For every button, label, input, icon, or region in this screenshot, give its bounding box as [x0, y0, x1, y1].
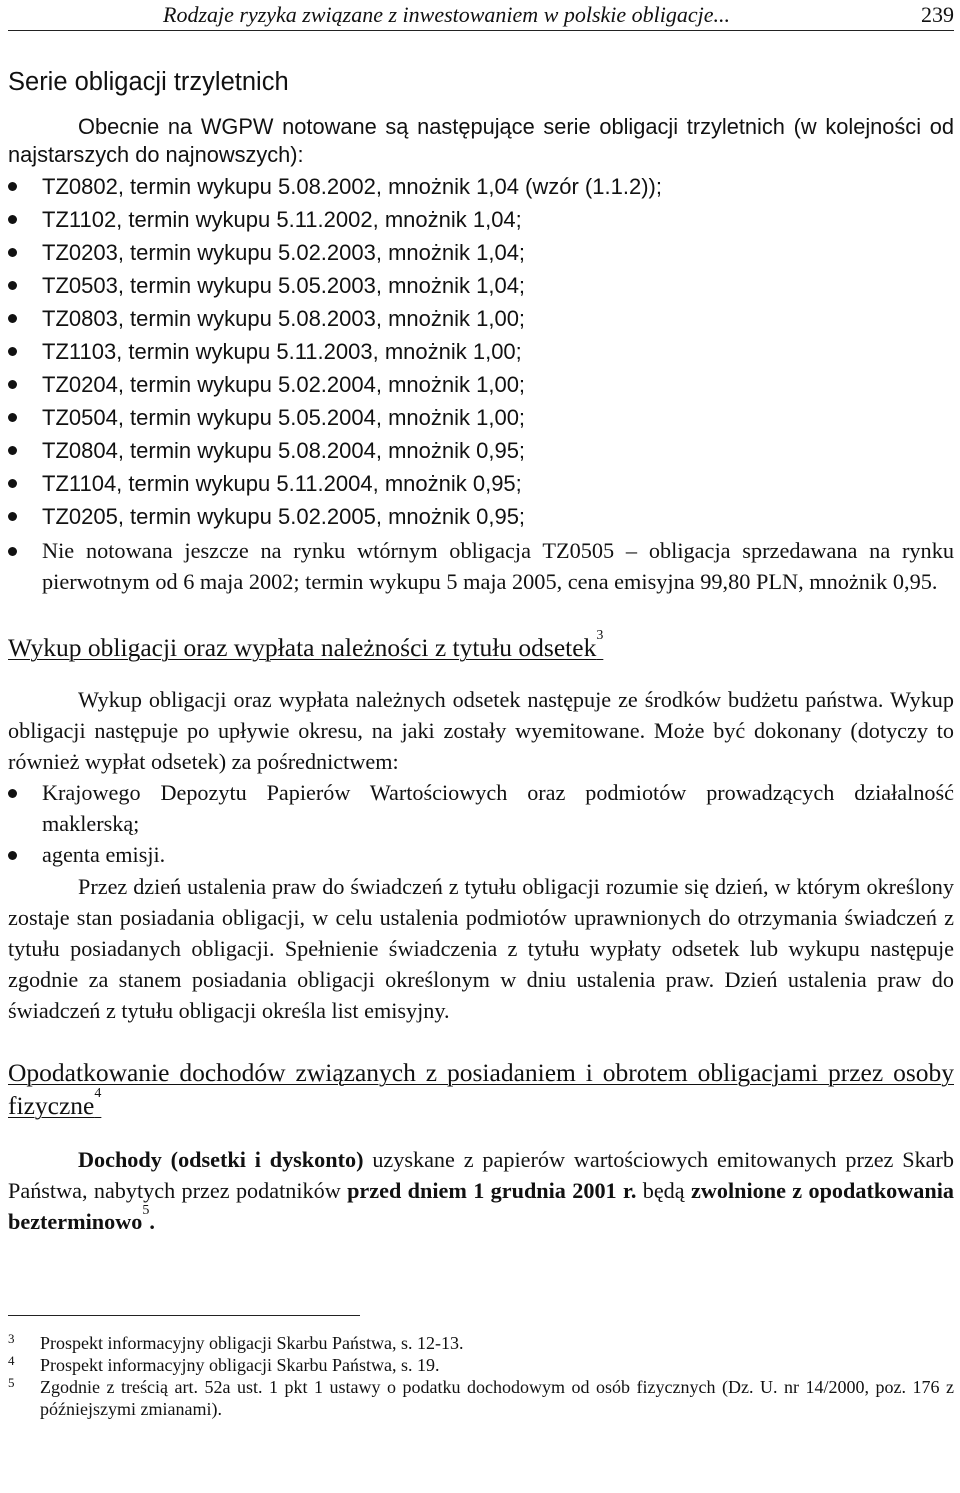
three-year-bonds-intro: Obecnie na WGPW notowane są następujące serie obligacji trzyletnich (w kolejności od najstarszych do najnowszych): — [8, 114, 954, 167]
list-item: TZ0804, termin wykupu 5.08.2004, mnożnik 0,95; — [8, 434, 954, 467]
list-item: TZ0203, termin wykupu 5.02.2003, mnożnik 1,04; — [8, 236, 954, 269]
footnote-ref-5: 5 — [142, 1203, 150, 1218]
list-item: agenta emisji. — [8, 839, 954, 870]
list-item: TZ0205, termin wykupu 5.02.2005, mnożnik 0,95; — [8, 500, 954, 533]
footnote-3 — [8, 1332, 954, 1354]
list-item-tz0505: Nie notowana jeszcze na rynku wtórnym obligacja TZ0505 – obligacja sprzedawana na rynku pierwotnym od 6 maja 2002; termin wykupu 5 maja 2005, cena emisyjna 99,80 PLN, mnożnik 0,95. — [8, 535, 954, 597]
section-title-taxation — [8, 1056, 954, 1122]
footnote-text: Zgodnie z treścią art. 52a ust. 1 pkt 1 ustawy o podatku dochodowym od osób fizycznych (Dz. U. nr 14/2000, poz. 176 z późniejszymi zmianami). — [40, 1377, 954, 1419]
list-item: TZ0503, termin wykupu 5.05.2003, mnożnik 1,04; — [8, 269, 954, 302]
list-item: TZ0504, termin wykupu 5.05.2004, mnożnik 1,00; — [8, 401, 954, 434]
section-title-taxation-text: Opodatkowanie dochodów związanych z posiadaniem i obrotem obligacjami przez osoby fizyczne — [8, 1058, 954, 1120]
footnote-ref-3: 3 — [596, 628, 604, 643]
bond-series-list — [8, 170, 954, 597]
footnote-separator — [8, 1315, 360, 1316]
page-number: 239 — [921, 2, 954, 27]
footnote-text: Prospekt informacyjny obligacji Skarbu Państwa, s. 19. — [40, 1355, 440, 1375]
taxation-paragraph — [8, 1144, 954, 1237]
running-header — [8, 0, 954, 31]
taxation-bold-date: przed dniem 1 grudnia 2001 r. — [347, 1178, 637, 1203]
redemption-paragraph: Wykup obligacji oraz wypłata należnych odsetek następuje ze środków budżetu państwa. Wykup obligacji następuje po upływie okresu, na jaki zostały wyemitowane. Może być dokonany (dotyczy to również wypłat odsetek) za pośrednictwem: — [8, 687, 954, 774]
section-title-three-year-bonds: Serie obligacji trzyletnich — [8, 68, 289, 96]
section-title-redemption-text: Wykup obligacji oraz wypłata należności z tytułu odsetek — [8, 633, 597, 662]
list-item: TZ1104, termin wykupu 5.11.2004, mnożnik 0,95; — [8, 467, 954, 500]
taxation-bold-income: Dochody (odsetki i dyskonto) — [78, 1147, 364, 1172]
footnote-number: 5 — [8, 1375, 15, 1390]
rights-date-paragraph: Przez dzień ustalenia praw do świadczeń z tytułu obligacji rozumie się dzień, w którym określony zostaje stan posiadania obligacji, w celu ustalenia podmiotów uprawnionych do otrzymania świadczeń z tytułu posiadanych obligacji. Spełnienie świadczenia z tytułu wypłaty odsetek lub wykupu następuje zgodnie za stanem posiadania obligacji określonym w dniu ustalenia praw. Dzień ustalenia praw do świadczeń z tytułu obligacji określa list emisyjny. — [8, 874, 954, 1023]
footnote-ref-4: 4 — [94, 1086, 102, 1101]
footnote-text: Prospekt informacyjny obligacji Skarbu Państwa, s. 12-13. — [40, 1333, 464, 1353]
footnote-number: 4 — [8, 1353, 15, 1368]
taxation-bold-exempt: zwolnione z opodatkowania bezterminowo — [8, 1178, 954, 1234]
footnote-5 — [8, 1376, 954, 1420]
footnote-number: 3 — [8, 1331, 15, 1346]
footnote-4 — [8, 1354, 954, 1376]
taxation-text-2: będą — [636, 1178, 691, 1203]
taxation-end: . — [149, 1209, 155, 1234]
taxation-text-1: uzyskane z papierów wartościowych emitowanych przez Skarb Państwa, nabytych przez podatników — [8, 1147, 955, 1203]
list-item: Krajowego Depozytu Papierów Wartościowych oraz podmiotów prowadzących działalność maklerską; — [8, 777, 954, 839]
section-title-redemption — [8, 628, 954, 664]
footnotes — [8, 1332, 954, 1420]
running-header-title: Rodzaje ryzyka związane z inwestowaniem w polskie obligacje... — [163, 2, 731, 27]
list-item: TZ1103, termin wykupu 5.11.2003, mnożnik 1,00; — [8, 335, 954, 368]
list-item: TZ0803, termin wykupu 5.08.2003, mnożnik 1,00; — [8, 302, 954, 335]
agents-list — [8, 777, 954, 870]
document-page — [8, 0, 954, 1420]
list-item: TZ1102, termin wykupu 5.11.2002, mnożnik 1,04; — [8, 203, 954, 236]
list-item: TZ0802, termin wykupu 5.08.2002, mnożnik 1,04 (wzór (1.1.2)); — [8, 170, 954, 203]
list-item: TZ0204, termin wykupu 5.02.2004, mnożnik 1,00; — [8, 368, 954, 401]
